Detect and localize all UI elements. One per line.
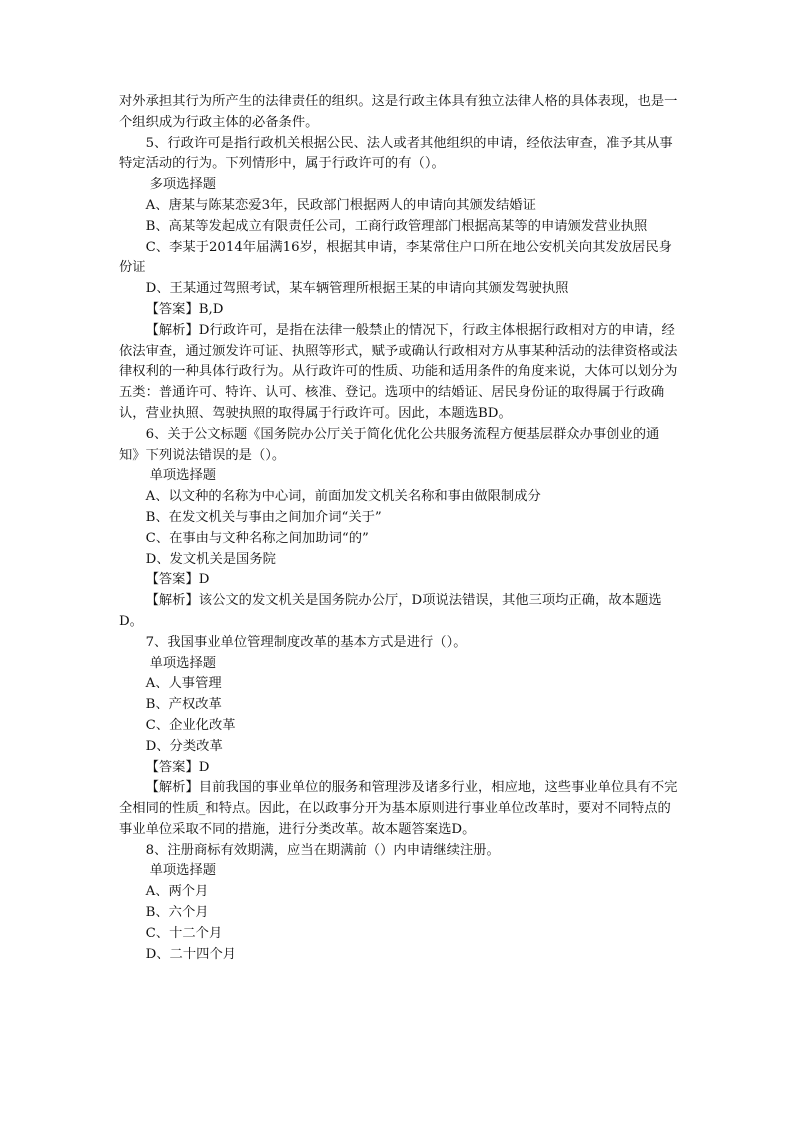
option-d: D、二十四个月 [145, 946, 237, 962]
option-a: A、两个月 [145, 884, 209, 900]
answer: 【答案】D [145, 759, 210, 775]
option-d: D、王某通过驾照考试，某车辆管理所根据王某的申请向其颁发驾驶执照 [145, 281, 569, 297]
question-stem: 7、我国事业单位管理制度改革的基本方式是进行（）。 [145, 634, 467, 650]
question-type: 多项选择题 [149, 177, 217, 193]
option-c: C、在事由与文种名称之间加助词“的” [145, 530, 369, 546]
analysis: 【解析】该公文的发文机关是国务院办公厅，D项说法错误，其他三项均正确，故本题选D。 [119, 593, 662, 629]
question-type: 单项选择题 [149, 655, 217, 671]
question-8 [119, 841, 679, 966]
question-5 [119, 134, 679, 425]
option-c: C、企业化改革 [145, 717, 236, 733]
option-b: B、产权改革 [145, 697, 222, 713]
question-type: 单项选择题 [149, 863, 217, 879]
analysis: 【解析】目前我国的事业单位的服务和管理涉及诸多行业，相应地，这些事业单位具有不完全相同的性质_和特点。因此，在以政事分开为基本原则进行事业单位改革时，要对不同特点的事业单位采取不同的措施，进行分类改革。故本题答案选D。 [119, 780, 678, 837]
option-b: B、在发文机关与事由之间加介词“关于” [145, 509, 382, 525]
question-type: 单项选择题 [149, 468, 217, 484]
analysis: 【解析】D行政许可，是指在法律一般禁止的情况下，行政主体根据行政相对方的申请，经依法审查，通过颁发许可证、执照等形式，赋予或确认行政相对方从事某种活动的法律资格或法律权利的一种具体行政行为。从行政许可的性质、功能和适用条件的角度来说，大体可以划分为五类：普通许可、特许、认可、核准、登记。选项中的结婚证、居民身份证的取得属于行政确认，营业执照、驾驶执照的取得属于行政许可。因此，本题选BD。 [119, 322, 678, 421]
option-b: B、高某等发起成立有限责任公司，工商行政管理部门根据高某等的申请颁发营业执照 [145, 218, 648, 234]
option-a: A、唐某与陈某恋爱3年，民政部门根据两人的申请向其颁发结婚证 [145, 197, 536, 213]
option-d: D、分类改革 [145, 738, 223, 754]
question-stem: 5、行政许可是指行政机关根据公民、法人或者其他组织的申请，经依法审查，准予其从事特定活动的行为。下列情形中，属于行政许可的有（）。 [119, 135, 673, 172]
option-d: D、发文机关是国务院 [145, 551, 276, 567]
answer: 【答案】D [145, 572, 210, 588]
intro-paragraph: 对外承担其行为所产生的法律责任的组织。这是行政主体具有独立法律人格的具体表现，也是一个组织成为行政主体的必备条件。 [119, 94, 678, 130]
document-page [119, 92, 679, 965]
question-7 [119, 633, 679, 841]
option-a: A、以文种的名称为中心词，前面加发文机关名称和事由做限制成分 [145, 489, 541, 505]
question-6 [119, 425, 679, 633]
question-stem: 8、注册商标有效期满，应当在期满前（）内申请继续注册。 [145, 842, 500, 858]
answer: 【答案】B,D [145, 301, 224, 317]
option-c: C、李某于2014年届满16岁，根据其申请，李某常住户口所在地公安机关向其发放居民身份证 [119, 239, 672, 276]
option-a: A、人事管理 [145, 676, 222, 692]
option-b: B、六个月 [145, 905, 209, 921]
question-stem: 6、关于公文标题《国务院办公厅关于简化优化公共服务流程方便基层群众办事创业的通知》下列说法错误的是（）。 [119, 426, 660, 463]
option-c: C、十二个月 [145, 925, 223, 941]
